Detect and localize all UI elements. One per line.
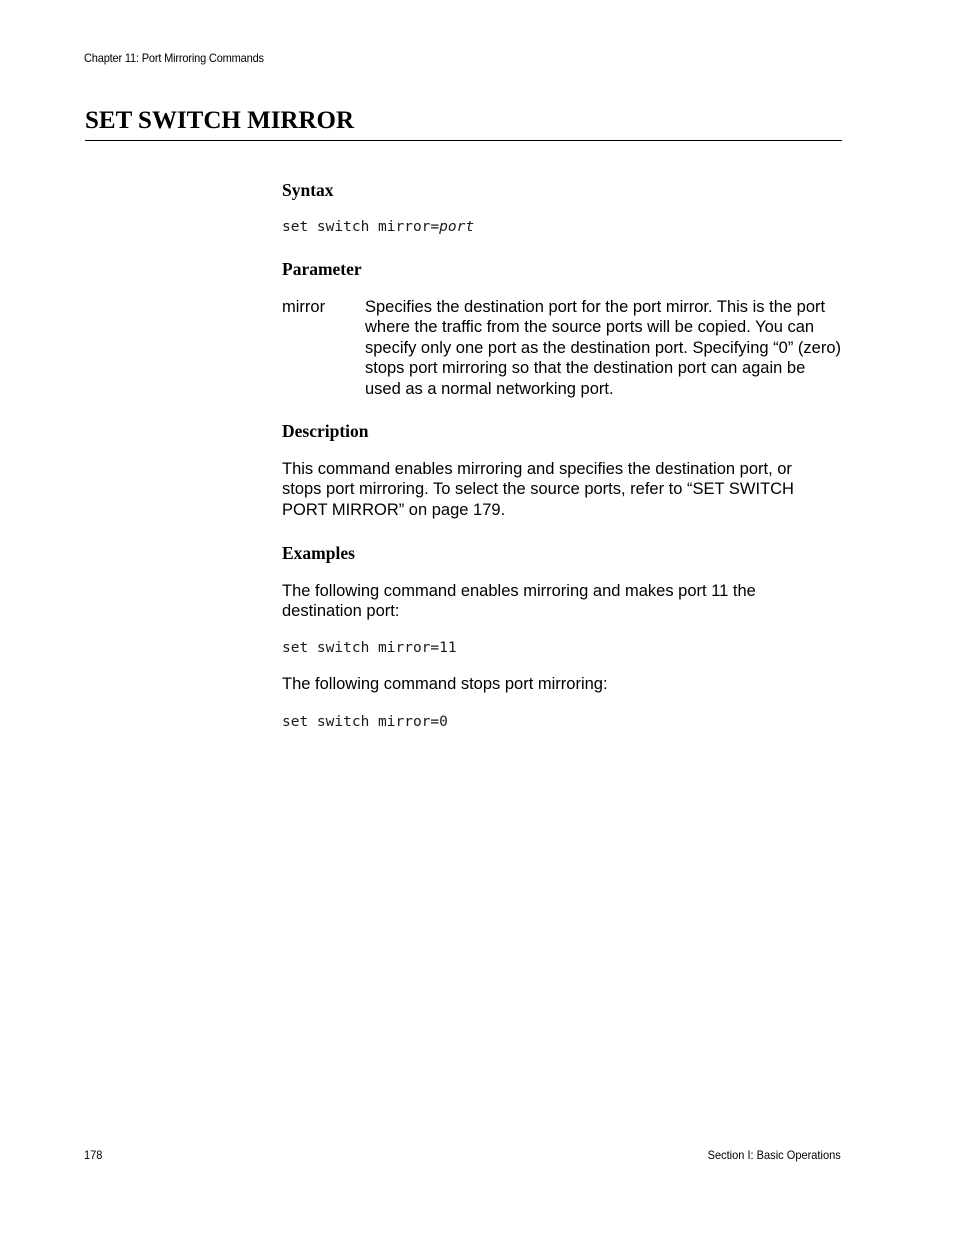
footer-section-name: Section I: Basic Operations [707,1148,841,1162]
syntax-argument: port [439,219,475,235]
example-1-text: The following command enables mirroring and makes port 11 the destination port: [282,582,756,621]
parameter-heading: Parameter [282,259,362,279]
example-2-text: The following command stops port mirroring: [282,675,608,693]
example-2-command: set switch mirror=0 [282,714,448,730]
syntax-command [282,217,474,237]
title-rule [85,140,842,141]
running-header-chapter: Chapter 11: Port Mirroring Commands [84,51,264,65]
syntax-heading: Syntax [282,180,334,200]
page-number: 178 [84,1148,103,1162]
example-1-command: set switch mirror=11 [282,640,457,656]
parameter-name: mirror [282,298,326,316]
page-title: SET SWITCH MIRROR [85,107,355,134]
parameter-description: Specifies the destination port for the port mirror. This is the port where the traffic from the source ports will be copied. You can specify only one port as the destination port. Specifying “0” (zero) stops port mirroring so that the destination port can again be used as a normal networking port. [365,298,841,398]
description-heading: Description [282,421,369,441]
syntax-command-text: set switch mirror= [282,219,440,235]
description-text: This command enables mirroring and specifies the destination port, or stops port mirroring. To select the source ports, refer to “SET SWITCH PORT MIRROR” on page 179. [282,460,794,519]
examples-heading: Examples [282,543,355,563]
